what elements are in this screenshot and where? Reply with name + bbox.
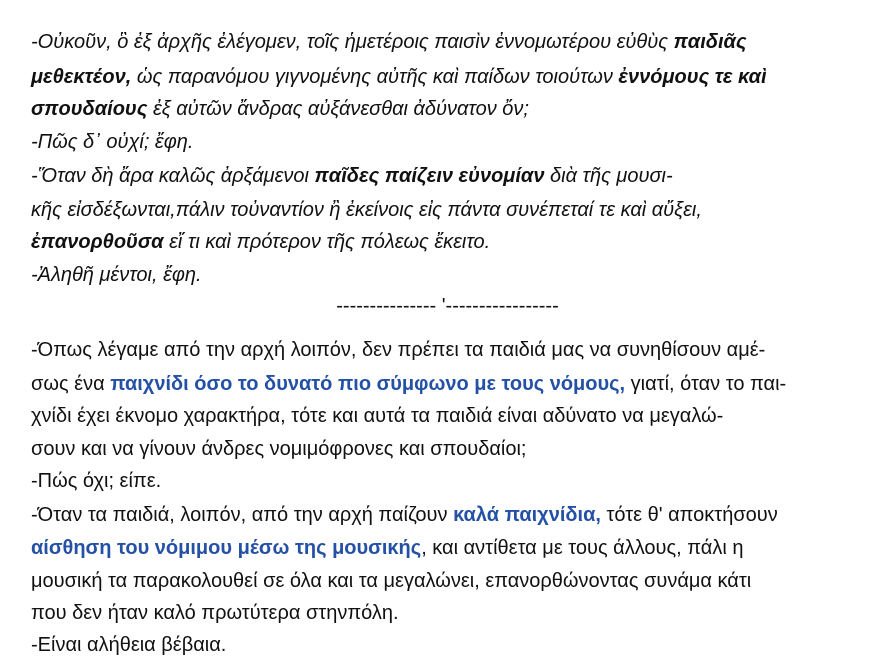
modern-line-9 (31, 601, 399, 625)
highlighted-phrase: παιχνίδι όσο το δυνατό πιο σύμφωνο με τους νόμους, (110, 373, 626, 395)
ancient-text: -Ὅταν δὴ ἄρα καλῶς ἀρξάμενοι (31, 165, 315, 187)
modern-text: -Είναι αλήθεια βέβαια. (31, 634, 227, 656)
ancient-line-7 (31, 230, 490, 254)
section-separator: --------------- '----------------- (336, 295, 559, 317)
modern-line-10 (31, 633, 226, 657)
modern-text: τότε θ' αποκτήσουν (600, 504, 778, 526)
modern-text: σως ένα (31, 373, 111, 395)
ancient-line-2 (31, 65, 767, 89)
modern-line-1 (31, 338, 765, 362)
ancient-text: -Οὐκοῦν, ὃ ἐξ ἀρχῆς ἐλέγομεν, τοῖς ἡμετέροις παισὶν ἐννομωτέρου εὐθὺς (31, 31, 674, 53)
highlighted-phrase: αίσθηση του νόμιμου μέσω της μουσικής (31, 537, 422, 559)
modern-line-8 (31, 569, 751, 593)
modern-line-6 (31, 503, 778, 527)
modern-text: γιατί, όταν το παι- (625, 373, 787, 395)
modern-text: σουν και να γίνουν άνδρες νομιμόφρονες και σπουδαίοι; (31, 438, 527, 460)
modern-line-5 (31, 469, 161, 493)
modern-line-3 (31, 404, 723, 428)
ancient-text: -Πῶς δ᾽ οὐχί; ἔφη. (31, 131, 194, 153)
modern-text: , και αντίθετα με τους άλλους, πάλι η (421, 537, 744, 559)
modern-text: που δεν ήταν καλό πρωτύτερα στηνπόλη. (31, 602, 399, 624)
ancient-text: εἴ τι καὶ πρότερον τῆς πόλεως ἔκειτο. (163, 231, 491, 253)
ancient-bold-phrase: μεθεκτέον, (31, 66, 132, 88)
modern-text: -Όταν τα παιδιά, λοιπόν, από την αρχή παίζουν (31, 504, 454, 526)
ancient-text: διὰ τῆς μουσι- (544, 165, 673, 187)
modern-text: -Πώς όχι; είπε. (31, 470, 162, 492)
ancient-line-5 (31, 164, 673, 188)
ancient-line-8 (31, 263, 202, 287)
modern-line-7 (31, 536, 743, 560)
modern-line-2 (31, 372, 786, 396)
modern-text: -Όπως λέγαμε από την αρχή λοιπόν, δεν πρέπει τα παιδιά μας να συνηθίσουν αμέ- (31, 339, 766, 361)
ancient-line-6 (31, 198, 702, 222)
ancient-bold-phrase: παιδιᾶς (673, 31, 747, 53)
ancient-line-3 (31, 97, 529, 121)
modern-line-4 (31, 437, 526, 461)
modern-text: χνίδι έχει έκνομο χαρακτήρα, τότε και αυτά τα παιδιά είναι αδύνατο να μεγαλώ- (31, 405, 724, 427)
ancient-text: κῆς εἰσδέξωνται,πάλιν τοὐναντίον ἢ ἐκείνοις εἰς πάντα συνέπεταί τε καὶ αὔξει, (31, 199, 702, 221)
ancient-line-1 (31, 30, 747, 54)
ancient-text: ὡς παρανόμου γιγνομένης αὐτῆς καὶ παίδων τοιούτων (131, 66, 619, 88)
ancient-bold-phrase: ἐπανορθοῦσα (31, 231, 164, 253)
ancient-text: ἐξ αὐτῶν ἄνδρας αὐξάνεσθαι ἀδύνατον ὄν; (147, 98, 529, 120)
ancient-text: -Ἀληθῆ μέντοι, ἔφη. (31, 264, 202, 286)
ancient-bold-phrase: ἐννόμους τε καὶ (618, 66, 767, 88)
ancient-bold-phrase: παῖδες παίζειν εὐνομίαν (314, 165, 545, 187)
highlighted-phrase: καλά παιχνίδια, (453, 504, 601, 526)
modern-text: μουσική τα παρακολουθεί σε όλα και τα μεγαλώνει, επανορθώνοντας συνάμα κάτι (31, 570, 752, 592)
ancient-line-4 (31, 130, 193, 154)
ancient-bold-phrase: σπουδαίους (31, 98, 148, 120)
